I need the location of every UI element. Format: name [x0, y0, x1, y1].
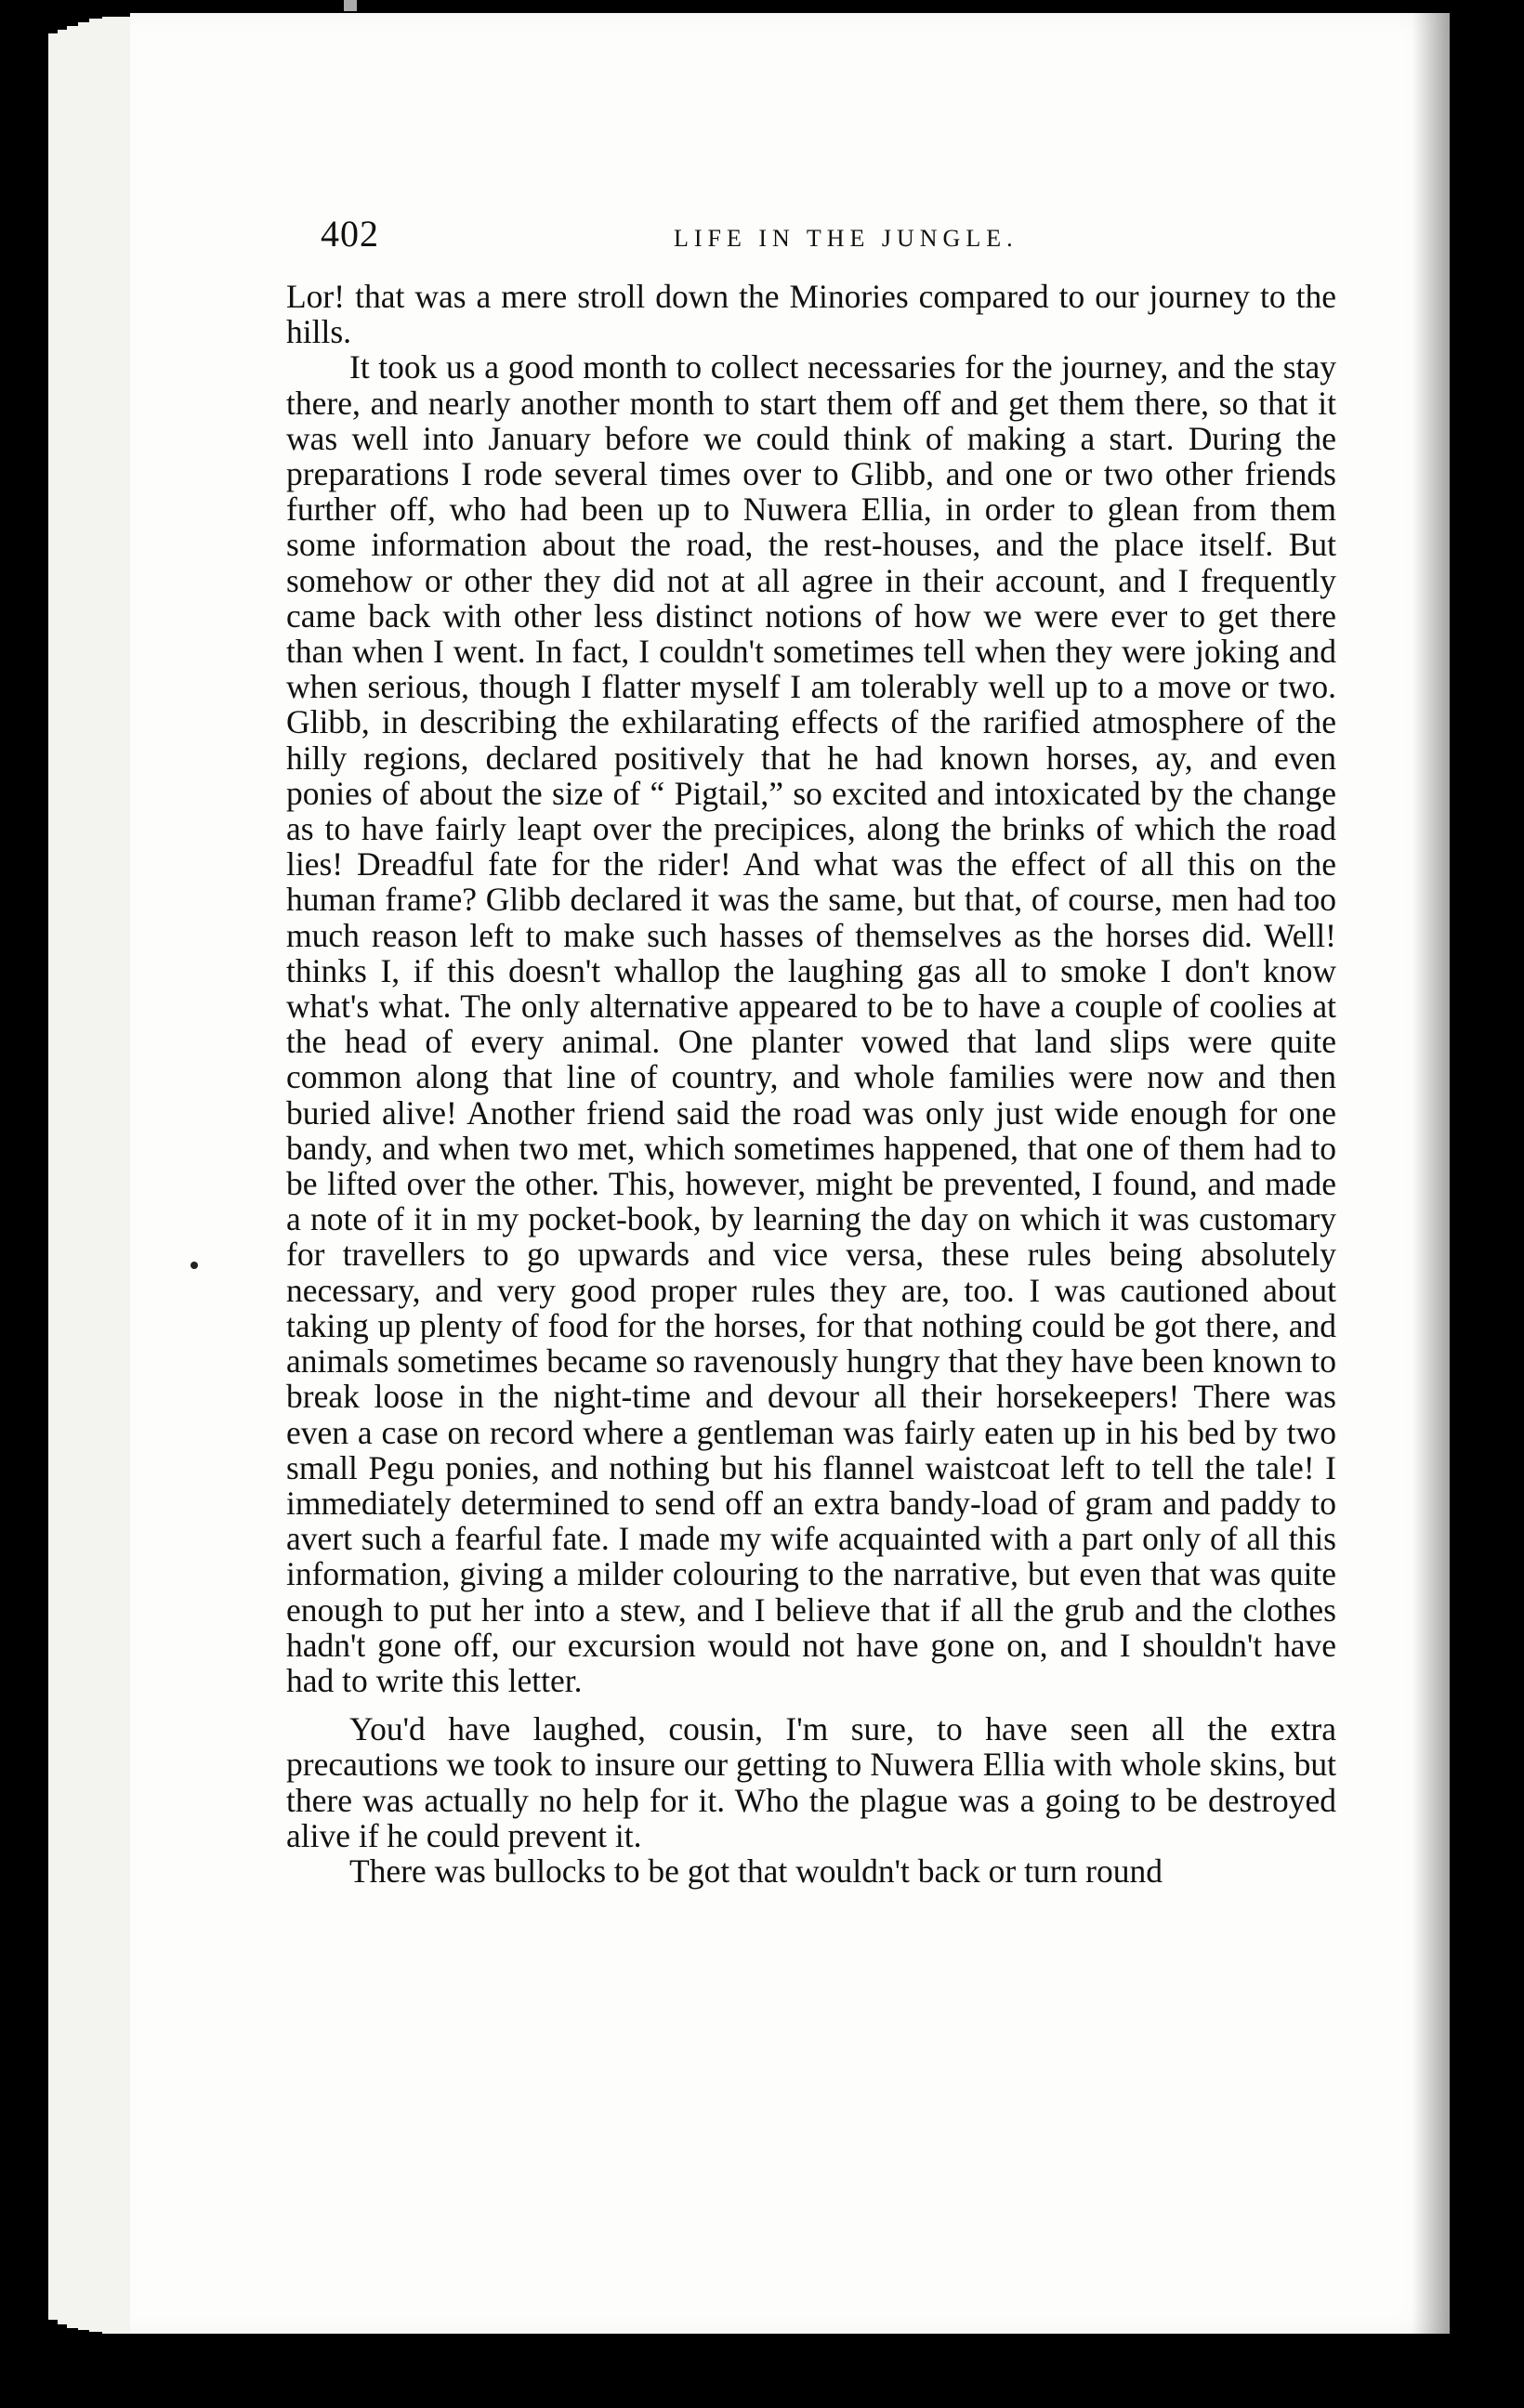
paragraph: You'd have laughed, cousin, I'm sure, to have seen all the extra precautions we took to insure our getting to Nuwera Ellia with whole skins, but there was actually no help for it. Who the plague was a going to be destroyed alive if he could prevent it.	[286, 1710, 1336, 1854]
page-number: 402	[321, 213, 379, 255]
paragraph: Lor! that was a mere stroll down the Minories compared to our journey to the hills.	[286, 278, 1336, 351]
paragraph: It took us a good month to collect necessaries for the journey, and the stay there, and nearly another month to start them off and get them there, so that it was well into January before we could think of making a start. During the preparations I rode several times over to Glibb, and one or two other friends further off, who had been up to Nuwera Ellia, in order to glean from them some information about the road, the rest-houses, and the place itself. But somehow or other they did not at all agree in their account, and I frequently came back with other less distinct notions of how we were ever to get there than when I went. In fact, I couldn't sometimes tell when they were joking and when serious, though I flatter myself I am tolerably well up to a move or two. Glibb, in describing the exhilarating effects of the rarified atmosphere of the hilly regions, declared positively that he had known horses, ay, and even ponies of about the size of “ Pigtail,” so excited and intoxicated by the change as to have fairly leapt over the precipices, along the brinks of which the road lies! Dreadful fate for the rider! And what was the effect of all this on the human frame? Glibb declared it was the same, but that, of course, men had too much reason left to make such hasses of themselves as the horses did. Well! thinks I, if this doesn't whallop the laughing gas all to smoke I don't know what's what. The only alternative appeared to be to have a couple of coolies at the head of every animal. One planter vowed that land slips were quite common along that line of country, and whole families were now and then buried alive! Another friend said the road was only just wide enough for one bandy, and when two met, which sometimes happened, that one of them had to be lifted over the other. This, however, might be prevented, I found, and made a note of it in my pocket-book, by learning the day on which it was customary for travellers to go upwards and vice versa, these rules being absolutely necessary, and very good proper rules they are, too. I was cautioned about taking up plenty of food for the horses, for that nothing could be got there, and animals sometimes became so ravenously hungry that they have been known to break loose in the night-time and devour all their horsekeepers! There was even a case on record where a gentleman was fairly eaten up in his bed by two small Pegu ponies, and nothing but his flannel waistcoat left to tell the tale! I immediately determined to send off an extra bandy-load of gram and paddy to avert such a fearful fate. I made my wife acquainted with a part only of all this information, giving a milder colouring to the narrative, but even that was quite enough to put her into a stew, and I believe that if all the grub and the clothes hadn't gone off, our excursion would not have gone on, and I shouldn't have had to write this letter.	[286, 348, 1336, 1699]
gutter-shadow	[1412, 13, 1450, 2334]
margin-speck	[190, 1262, 198, 1269]
body-text	[286, 279, 1336, 1889]
scan-corner-mark	[344, 0, 357, 11]
running-title: LIFE IN THE JUNGLE.	[674, 225, 1018, 252]
running-head	[321, 212, 1315, 258]
paragraph: There was bullocks to be got that wouldn't back or turn round	[349, 1852, 1163, 1890]
